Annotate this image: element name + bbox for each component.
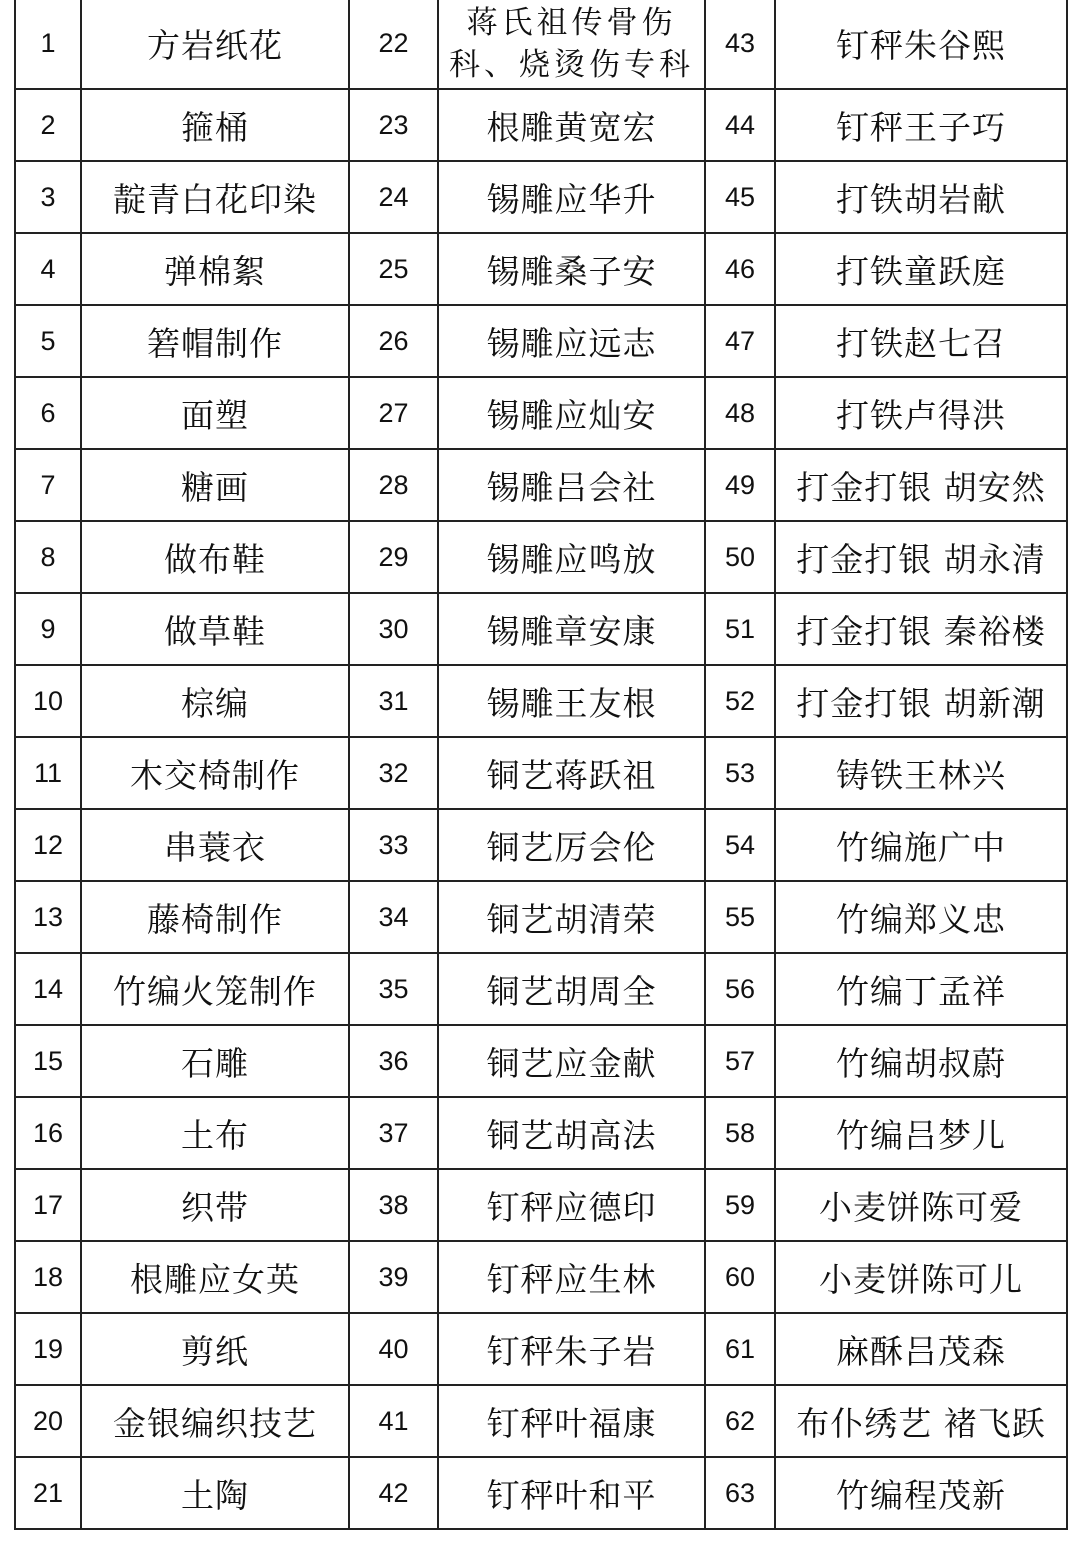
craft-name-cell: 布仆绣艺 褚飞跃 — [775, 1385, 1067, 1457]
item-number-cell: 61 — [705, 1313, 775, 1385]
item-number-cell: 3 — [15, 161, 81, 233]
table-row — [15, 1097, 1067, 1169]
item-number-cell: 58 — [705, 1097, 775, 1169]
item-number-cell: 4 — [15, 233, 81, 305]
item-number-cell: 27 — [349, 377, 438, 449]
table-row — [15, 233, 1067, 305]
craft-name-cell: 藤椅制作 — [81, 881, 349, 953]
table-row — [15, 1313, 1067, 1385]
item-number-cell: 45 — [705, 161, 775, 233]
craft-name-cell: 根雕应女英 — [81, 1241, 349, 1313]
item-number-cell: 23 — [349, 89, 438, 161]
craft-name-cell: 钉秤朱谷熙 — [775, 0, 1067, 89]
craft-name-cell: 竹编胡叔蔚 — [775, 1025, 1067, 1097]
craft-name-cell: 锡雕王友根 — [438, 665, 705, 737]
item-number-cell: 25 — [349, 233, 438, 305]
item-number-cell: 17 — [15, 1169, 81, 1241]
item-number-cell: 48 — [705, 377, 775, 449]
craft-name-cell: 箬帽制作 — [81, 305, 349, 377]
craft-name-cell: 锡雕应远志 — [438, 305, 705, 377]
craft-name-cell: 钉秤朱子岩 — [438, 1313, 705, 1385]
item-number-cell: 60 — [705, 1241, 775, 1313]
table-row — [15, 665, 1067, 737]
item-number-cell: 46 — [705, 233, 775, 305]
table-row — [15, 1169, 1067, 1241]
item-number-cell: 42 — [349, 1457, 438, 1529]
item-number-cell: 9 — [15, 593, 81, 665]
item-number-cell: 50 — [705, 521, 775, 593]
craft-name-cell: 竹编程茂新 — [775, 1457, 1067, 1529]
item-number-cell: 5 — [15, 305, 81, 377]
item-number-cell: 38 — [349, 1169, 438, 1241]
craft-name-cell: 钉秤应生林 — [438, 1241, 705, 1313]
craft-name-cell: 石雕 — [81, 1025, 349, 1097]
item-number-cell: 2 — [15, 89, 81, 161]
item-number-cell: 49 — [705, 449, 775, 521]
item-number-cell: 37 — [349, 1097, 438, 1169]
craft-name-cell: 棕编 — [81, 665, 349, 737]
craft-name-cell: 钉秤叶福康 — [438, 1385, 705, 1457]
table-row — [15, 809, 1067, 881]
item-number-cell: 52 — [705, 665, 775, 737]
table-row — [15, 737, 1067, 809]
item-number-cell: 41 — [349, 1385, 438, 1457]
item-number-cell: 63 — [705, 1457, 775, 1529]
craft-name-cell: 剪纸 — [81, 1313, 349, 1385]
craft-name-cell: 铜艺应金献 — [438, 1025, 705, 1097]
craft-name-cell: 土陶 — [81, 1457, 349, 1529]
item-number-cell: 22 — [349, 0, 438, 89]
table-row — [15, 0, 1067, 89]
craft-name-cell: 做草鞋 — [81, 593, 349, 665]
table-body — [15, 0, 1067, 1529]
craft-name-cell: 锡雕应华升 — [438, 161, 705, 233]
craft-name-cell: 木交椅制作 — [81, 737, 349, 809]
craft-name-cell: 铸铁王林兴 — [775, 737, 1067, 809]
craft-name-cell: 糖画 — [81, 449, 349, 521]
table-row — [15, 1241, 1067, 1313]
item-number-cell: 21 — [15, 1457, 81, 1529]
item-number-cell: 10 — [15, 665, 81, 737]
craft-list-table — [14, 0, 1068, 1530]
item-number-cell: 51 — [705, 593, 775, 665]
craft-name-cell: 钉秤王子巧 — [775, 89, 1067, 161]
item-number-cell: 11 — [15, 737, 81, 809]
table-row — [15, 953, 1067, 1025]
table-row — [15, 377, 1067, 449]
item-number-cell: 1 — [15, 0, 81, 89]
item-number-cell: 24 — [349, 161, 438, 233]
table-row — [15, 161, 1067, 233]
item-number-cell: 33 — [349, 809, 438, 881]
item-number-cell: 15 — [15, 1025, 81, 1097]
item-number-cell: 39 — [349, 1241, 438, 1313]
craft-name-cell: 箍桶 — [81, 89, 349, 161]
item-number-cell: 18 — [15, 1241, 81, 1313]
craft-name-cell: 蒋氏祖传骨伤科、烧烫伤专科 — [438, 0, 705, 89]
table-row — [15, 593, 1067, 665]
item-number-cell: 20 — [15, 1385, 81, 1457]
craft-name-cell: 小麦饼陈可儿 — [775, 1241, 1067, 1313]
item-number-cell: 34 — [349, 881, 438, 953]
item-number-cell: 28 — [349, 449, 438, 521]
craft-name-cell: 锡雕应灿安 — [438, 377, 705, 449]
craft-name-cell: 金银编织技艺 — [81, 1385, 349, 1457]
craft-name-cell: 竹编吕梦儿 — [775, 1097, 1067, 1169]
item-number-cell: 16 — [15, 1097, 81, 1169]
craft-name-cell: 铜艺蒋跃祖 — [438, 737, 705, 809]
craft-name-cell: 铜艺胡清荣 — [438, 881, 705, 953]
item-number-cell: 13 — [15, 881, 81, 953]
item-number-cell: 12 — [15, 809, 81, 881]
item-number-cell: 47 — [705, 305, 775, 377]
item-number-cell: 56 — [705, 953, 775, 1025]
table-row — [15, 1385, 1067, 1457]
craft-name-cell: 面塑 — [81, 377, 349, 449]
table-row — [15, 305, 1067, 377]
craft-name-cell: 打金打银 胡安然 — [775, 449, 1067, 521]
item-number-cell: 8 — [15, 521, 81, 593]
craft-name-cell: 打金打银 胡新潮 — [775, 665, 1067, 737]
item-number-cell: 40 — [349, 1313, 438, 1385]
item-number-cell: 62 — [705, 1385, 775, 1457]
craft-name-cell: 织带 — [81, 1169, 349, 1241]
item-number-cell: 29 — [349, 521, 438, 593]
item-number-cell: 30 — [349, 593, 438, 665]
craft-name-cell: 小麦饼陈可爱 — [775, 1169, 1067, 1241]
item-number-cell: 35 — [349, 953, 438, 1025]
craft-name-cell: 麻酥吕茂森 — [775, 1313, 1067, 1385]
item-number-cell: 53 — [705, 737, 775, 809]
item-number-cell: 7 — [15, 449, 81, 521]
table-row — [15, 521, 1067, 593]
craft-name-cell: 铜艺厉会伦 — [438, 809, 705, 881]
craft-name-cell: 做布鞋 — [81, 521, 349, 593]
craft-name-cell: 竹编施广中 — [775, 809, 1067, 881]
item-number-cell: 59 — [705, 1169, 775, 1241]
item-number-cell: 19 — [15, 1313, 81, 1385]
craft-name-cell: 打金打银 秦裕楼 — [775, 593, 1067, 665]
craft-name-cell: 打金打银 胡永清 — [775, 521, 1067, 593]
item-number-cell: 14 — [15, 953, 81, 1025]
craft-name-cell: 铜艺胡高法 — [438, 1097, 705, 1169]
item-number-cell: 32 — [349, 737, 438, 809]
craft-name-cell: 钉秤叶和平 — [438, 1457, 705, 1529]
table-row — [15, 89, 1067, 161]
craft-name-cell: 打铁童跃庭 — [775, 233, 1067, 305]
table-row — [15, 1457, 1067, 1529]
item-number-cell: 57 — [705, 1025, 775, 1097]
craft-name-cell: 打铁卢得洪 — [775, 377, 1067, 449]
craft-name-cell: 打铁胡岩献 — [775, 161, 1067, 233]
item-number-cell: 26 — [349, 305, 438, 377]
craft-name-cell: 锡雕章安康 — [438, 593, 705, 665]
table-row — [15, 449, 1067, 521]
item-number-cell: 44 — [705, 89, 775, 161]
craft-name-cell: 根雕黄宽宏 — [438, 89, 705, 161]
item-number-cell: 54 — [705, 809, 775, 881]
craft-name-cell: 方岩纸花 — [81, 0, 349, 89]
craft-name-cell: 弹棉絮 — [81, 233, 349, 305]
table-row — [15, 881, 1067, 953]
table-row — [15, 1025, 1067, 1097]
item-number-cell: 55 — [705, 881, 775, 953]
item-number-cell: 36 — [349, 1025, 438, 1097]
craft-name-cell: 锡雕应鸣放 — [438, 521, 705, 593]
craft-name-cell: 串蓑衣 — [81, 809, 349, 881]
item-number-cell: 31 — [349, 665, 438, 737]
craft-name-cell: 靛青白花印染 — [81, 161, 349, 233]
craft-name-cell: 土布 — [81, 1097, 349, 1169]
craft-name-cell: 钉秤应德印 — [438, 1169, 705, 1241]
craft-name-cell: 竹编丁孟祥 — [775, 953, 1067, 1025]
craft-name-cell: 竹编火笼制作 — [81, 953, 349, 1025]
item-number-cell: 6 — [15, 377, 81, 449]
craft-name-cell: 竹编郑义忠 — [775, 881, 1067, 953]
craft-name-cell: 锡雕桑子安 — [438, 233, 705, 305]
item-number-cell: 43 — [705, 0, 775, 89]
craft-name-cell: 打铁赵七召 — [775, 305, 1067, 377]
craft-name-cell: 锡雕吕会社 — [438, 449, 705, 521]
craft-name-cell: 铜艺胡周全 — [438, 953, 705, 1025]
